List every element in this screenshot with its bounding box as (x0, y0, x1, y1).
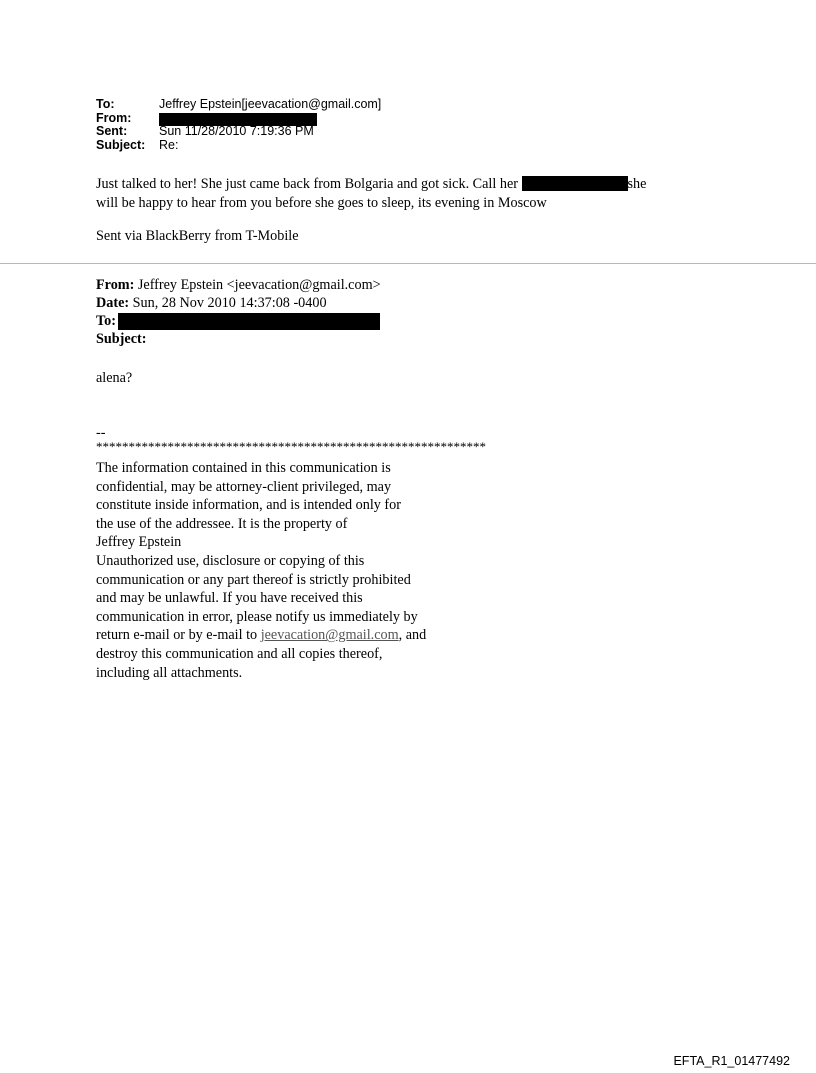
from-label: From: (96, 110, 132, 125)
disclaimer-line: and may be unlawful. If you have received this (96, 590, 363, 607)
subject-value: Re: (159, 137, 179, 152)
divider (0, 263, 816, 264)
sent-value: Sun 11/28/2010 7:19:36 PM (159, 124, 314, 138)
signature: Sent via BlackBerry from T-Mobile (96, 228, 299, 244)
separator-dash: -- (96, 425, 106, 441)
email-header (96, 98, 381, 152)
subject-label: Subject: (96, 137, 146, 152)
document-id: EFTA_R1_01477492 (673, 1054, 790, 1068)
redaction-box (522, 176, 628, 191)
disclaimer-return-text: return e-mail or by e-mail to (96, 627, 261, 644)
quoted-date-value: Sun, 28 Nov 2010 14:37:08 -0400 (129, 295, 327, 311)
reply-line-1 (96, 175, 646, 194)
disclaimer-line (96, 626, 516, 645)
subject-row (96, 139, 381, 153)
to-row (96, 98, 381, 112)
to-value: Jeffrey Epstein[jeevacation@gmail.com] (159, 97, 382, 111)
sent-row (96, 125, 381, 139)
disclaimer-line: constitute inside information, and is intended only for (96, 497, 401, 514)
quoted-header (96, 276, 381, 348)
separator-stars: ************************************************************ (96, 439, 486, 454)
disclaimer-line: destroy this communication and all copies thereof, (96, 645, 383, 662)
email-link[interactable]: jeevacation@gmail.com (260, 627, 399, 644)
quoted-from-row (96, 276, 381, 294)
reply-body (96, 175, 646, 213)
quoted-from-value: Jeffrey Epstein <jeevacation@gmail.com> (134, 277, 381, 293)
to-label: To: (96, 97, 115, 111)
quoted-date-label: Date: (96, 295, 130, 311)
disclaimer-return-after: , and (398, 627, 427, 644)
quoted-to-row (96, 312, 381, 330)
reply-text-before-redaction: Just talked to her! She just came back from Bolgaria and got sick. Call her (96, 176, 522, 192)
redaction-box (118, 313, 380, 330)
reply-text-after-redaction: she (627, 176, 647, 192)
disclaimer-line: including all attachments. (96, 664, 243, 681)
disclaimer-line: Jeffrey Epstein (96, 534, 182, 551)
disclaimer-line: Unauthorized use, disclosure or copying of this (96, 552, 365, 569)
disclaimer-line: confidential, may be attorney-client privileged, may (96, 478, 392, 495)
disclaimer-line: The information contained in this communication is (96, 460, 391, 476)
disclaimer-line: communication in error, please notify us immediately by (96, 608, 418, 625)
quoted-to-label: To: (96, 313, 116, 329)
disclaimer-line: communication or any part thereof is strictly prohibited (96, 571, 411, 588)
quoted-subject-row (96, 330, 381, 348)
quoted-from-label: From: (96, 277, 135, 293)
disclaimer (96, 459, 516, 682)
quoted-subject-label: Subject: (96, 331, 147, 347)
from-row (96, 112, 381, 126)
quoted-body: alena? (96, 370, 133, 386)
reply-line-2: will be happy to hear from you before she goes to sleep, its evening in Moscow (96, 195, 547, 211)
disclaimer-line: the use of the addressee. It is the property of (96, 515, 348, 532)
quoted-date-row (96, 294, 381, 312)
sent-label: Sent: (96, 124, 128, 138)
